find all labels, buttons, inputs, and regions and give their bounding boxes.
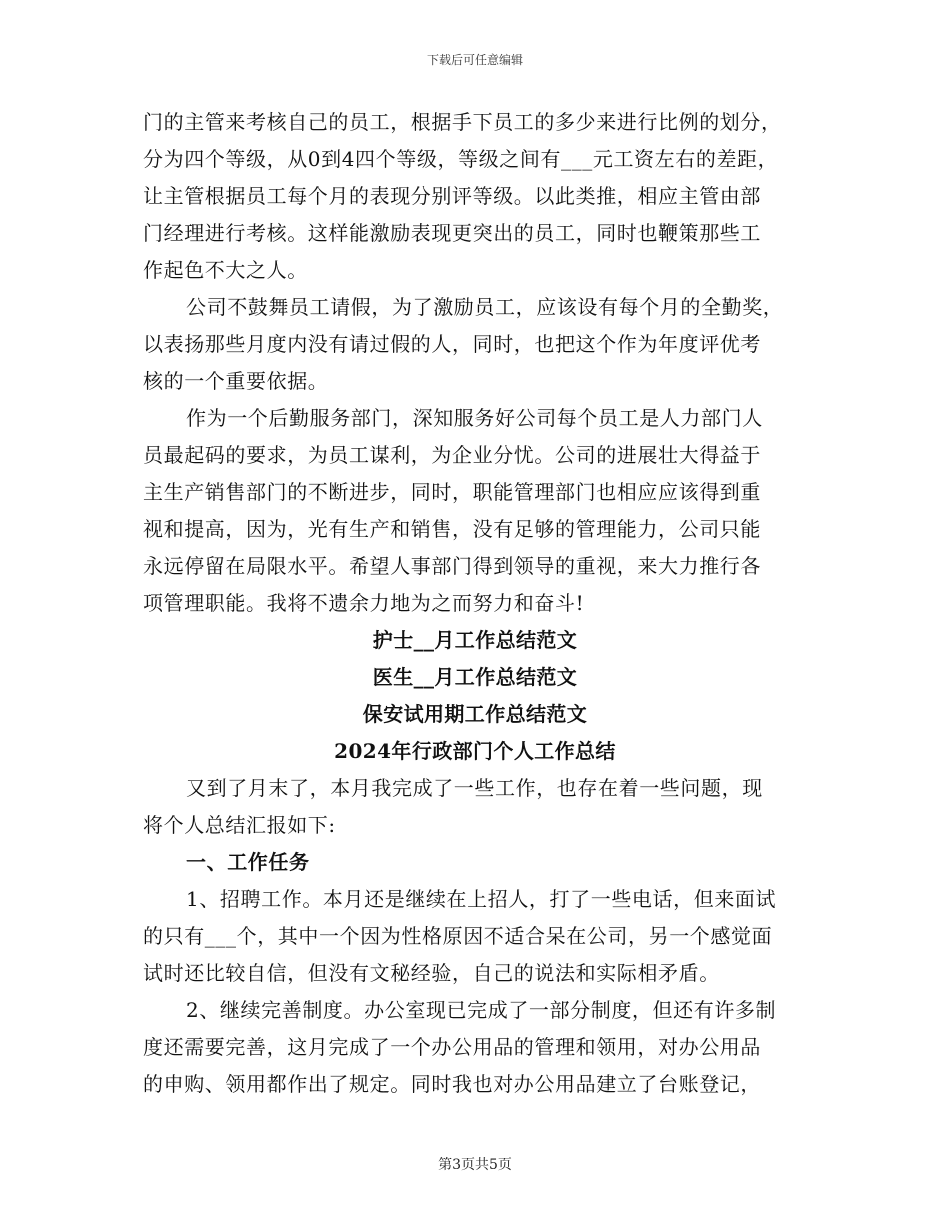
paragraph-line: 的只有___个，其中一个因为性格原因不适合呆在公司，另一个感觉面: [143, 924, 773, 948]
paragraph-line: 试时还比较自信，但没有文秘经验，自己的说法和实际相矛盾。: [143, 961, 720, 985]
section-title: 医生__月工作总结范文: [372, 665, 578, 689]
paragraph-line: 员最起码的要求，为员工谋利，为企业分忧。公司的进展壮大得益于: [143, 443, 761, 467]
paragraph-line: 将个人总结汇报如下:: [143, 813, 336, 837]
paragraph-line: 让主管根据员工每个月的表现分别评等级。以此类推，相应主管由部: [143, 184, 761, 208]
paragraph-line: 2、继续完善制度。办公室现已完成了一部分制度，但还有许多制: [186, 998, 777, 1022]
paragraph-line: 项管理职能。我将不遗余力地为之而努力和奋斗!: [143, 591, 585, 615]
paragraph-line: 又到了月末了，本月我完成了一些工作，也存在着一些问题，现: [186, 776, 763, 800]
section-title: 保安试用期工作总结范文: [362, 702, 588, 726]
paragraph-line: 永远停留在局限水平。希望人事部门得到领导的重视，来大力推行各: [143, 554, 761, 578]
paragraph-line: 作为一个后勤服务部门，深知服务好公司每个员工是人力部门人: [186, 406, 763, 430]
document-body: [143, 104, 807, 1103]
paragraph-line: 公司不鼓舞员工请假，为了激励员工，应该设有每个月的全勤奖，: [186, 295, 784, 319]
paragraph-line: 门经理进行考核。这样能激励表现更突出的员工，同时也鞭策那些工: [143, 221, 761, 245]
paragraph-line: 门的主管来考核自己的员工，根据手下员工的多少来进行比例的划分，: [143, 110, 782, 134]
paragraph-line: 核的一个重要依据。: [143, 369, 329, 393]
paragraph-line: 的申购、领用都作出了规定。同时我也对办公用品建立了台账登记，: [143, 1072, 761, 1096]
paragraph-line: 视和提高，因为，光有生产和销售，没有足够的管理能力，公司只能: [143, 517, 761, 541]
paragraph-line: 作起色不大之人。: [143, 258, 308, 282]
paragraph-line: 1、招聘工作。本月还是继续在上招人，打了一些电话，但来面试: [186, 887, 777, 911]
paragraph-line: 分为四个等级，从0到4四个等级，等级之间有___元工资左右的差距，: [143, 147, 779, 171]
paragraph-line: 主生产销售部门的不断进步，同时，职能管理部门也相应应该得到重: [143, 480, 761, 504]
section-title: 护士__月工作总结范文: [372, 628, 578, 652]
page-header-note: 下载后可任意编辑: [426, 53, 523, 67]
paragraph-line: 度还需要完善，这月完成了一个办公用品的管理和领用，对办公用品: [143, 1035, 761, 1059]
section-title: 2024年行政部门个人工作总结: [334, 739, 616, 763]
page-number-footer: 第3页共5页: [438, 1157, 512, 1173]
paragraph-line: 以表扬那些月度内没有请过假的人，同时，也把这个作为年度评优考: [143, 332, 761, 356]
subsection-heading: 一、工作任务: [186, 850, 310, 874]
